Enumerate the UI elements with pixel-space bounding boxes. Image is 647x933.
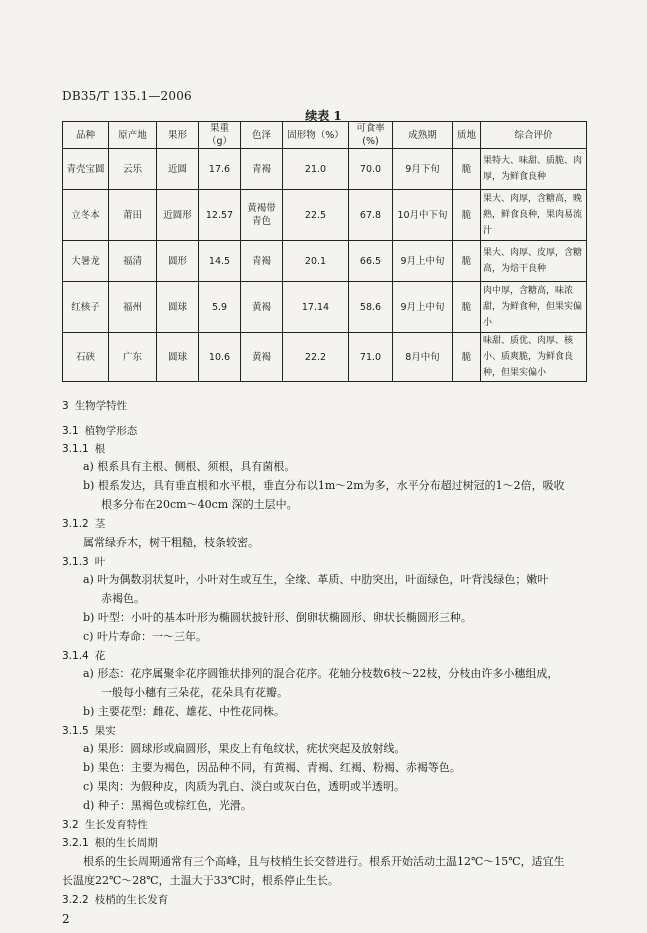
table-cell: 圆球 (157, 282, 199, 333)
table-row (63, 241, 587, 282)
paragraph-line: c) 果肉：为假种皮，肉质为乳白、淡白或灰白色，透明或半透明。 (83, 780, 405, 793)
table-cell: 脆 (453, 241, 481, 282)
table-cell: 云乐 (109, 149, 157, 190)
table-cell: 22.2 (283, 333, 349, 382)
section-heading: 3 生物学特性 (62, 400, 128, 412)
column-header: 果形 (157, 122, 199, 149)
table-cell: 9月下旬 (393, 149, 453, 190)
section-heading: 3.1.2 茎 (62, 518, 106, 530)
table-cell: 肉中厚，含糖高，味浓甜，为鲜食种，但果实偏小 (481, 282, 587, 333)
table-cell: 果大、肉厚、皮厚，含糖高，为焙干良种 (481, 241, 587, 282)
table-header-row (63, 122, 587, 149)
table-cell: 圆球 (157, 333, 199, 382)
table-cell: 红核子 (63, 282, 109, 333)
paragraph-line: d) 种子：黑褐色或棕红色，光滑。 (83, 799, 252, 812)
table-cell: 5.9 (199, 282, 241, 333)
table-cell: 10.6 (199, 333, 241, 382)
table-row (63, 149, 587, 190)
table-cell: 20.1 (283, 241, 349, 282)
table-cell: 8月中旬 (393, 333, 453, 382)
table-cell: 黄褐 (241, 333, 283, 382)
table-cell: 青褐 (241, 241, 283, 282)
section-heading: 3.1 植物学形态 (62, 425, 138, 437)
table-cell: 黄褐 (241, 282, 283, 333)
variety-table (62, 121, 587, 382)
table-cell: 味甜、质优、肉厚、核小、质爽脆，为鲜食良种，但果实偏小 (481, 333, 587, 382)
table-cell: 近圆形 (157, 190, 199, 241)
column-header: 固形物（%） (283, 122, 349, 149)
column-header: 果重（g） (199, 122, 241, 149)
paragraph-line: 属常绿乔木，树干粗糙，枝条较密。 (83, 536, 259, 549)
table-cell: 17.6 (199, 149, 241, 190)
section-heading: 3.1.5 果实 (62, 725, 116, 737)
section-heading: 3.1.3 叶 (62, 556, 106, 568)
section-heading: 3.2 生长发育特性 (62, 819, 148, 831)
table-cell: 66.5 (349, 241, 393, 282)
table-cell: 71.0 (349, 333, 393, 382)
table-cell: 大暑龙 (63, 241, 109, 282)
section-heading: 3.2.1 根的生长周期 (62, 837, 158, 849)
table-cell: 58.6 (349, 282, 393, 333)
table-cell: 22.5 (283, 190, 349, 241)
table-row (63, 282, 587, 333)
table-cell: 福州 (109, 282, 157, 333)
table-row (63, 333, 587, 382)
table-caption: 续表 1 (305, 109, 342, 123)
table-cell: 脆 (453, 190, 481, 241)
table-cell: 脆 (453, 282, 481, 333)
paragraph-line: a) 根系具有主根、侧根、须根，具有菌根。 (83, 460, 296, 473)
table-cell: 莆田 (109, 190, 157, 241)
table-cell: 12.57 (199, 190, 241, 241)
table-cell: 脆 (453, 333, 481, 382)
paragraph-line: b) 叶型：小叶的基本叶形为椭圆状披针形、倒卵状椭圆形、卵状长椭圆形三种。 (83, 611, 472, 624)
paragraph-line: a) 果形：圆球形或扁圆形，果皮上有龟纹状，疣状突起及放射线。 (83, 742, 406, 755)
table-cell: 14.5 (199, 241, 241, 282)
paragraph-line: c) 叶片寿命：一～三年。 (83, 630, 207, 643)
section-heading: 3.1.4 花 (62, 650, 106, 662)
table-cell: 果特大、味甜、质脆、肉厚，为鲜食良种 (481, 149, 587, 190)
table-cell: 果大、肉厚，含糖高，晚熟，鲜食良种，果肉易流汁 (481, 190, 587, 241)
table-cell: 福清 (109, 241, 157, 282)
table-cell: 近圆 (157, 149, 199, 190)
paragraph-line: a) 形态：花序属聚伞花序圆锥状排列的混合花序。花轴分枝数6枝～22枝，分枝由许多小穗组成， (83, 667, 559, 680)
paragraph-line: b) 果色：主要为褐色，因品种不同，有黄褐、青褐、红褐、粉褐、赤褐等色。 (83, 761, 461, 774)
table-cell: 圆形 (157, 241, 199, 282)
table-cell: 21.0 (283, 149, 349, 190)
table-cell: 70.0 (349, 149, 393, 190)
table-cell: 9月上中旬 (393, 282, 453, 333)
paragraph-line: b) 主要花型：雌花、雄花、中性花同株。 (83, 705, 285, 718)
column-header: 原产地 (109, 122, 157, 149)
paragraph-line: 长温度22℃～28℃，土温大于33℃时，根系停止生长。 (62, 874, 339, 887)
column-header: 品种 (63, 122, 109, 149)
column-header: 色泽 (241, 122, 283, 149)
table-cell: 17.14 (283, 282, 349, 333)
table-cell: 青褐 (241, 149, 283, 190)
table-cell: 脆 (453, 149, 481, 190)
paragraph-line: 一般每小穗有三朵花，花朵具有花瓣。 (101, 686, 288, 699)
table-cell: 黄褐带青色 (241, 190, 283, 241)
column-header: 质地 (453, 122, 481, 149)
table-cell: 广东 (109, 333, 157, 382)
section-heading: 3.2.2 枝梢的生长发育 (62, 894, 169, 906)
table-cell: 9月上中旬 (393, 241, 453, 282)
section-heading: 3.1.1 根 (62, 443, 106, 455)
table-row (63, 190, 587, 241)
table-cell: 10月中下旬 (393, 190, 453, 241)
table-cell: 立冬本 (63, 190, 109, 241)
table-cell: 青壳宝圆 (63, 149, 109, 190)
paragraph-line: 赤褐色。 (101, 592, 145, 605)
paragraph-line: b) 根系发达，具有垂直根和水平根，垂直分布以1m～2m为多，水平分布超过树冠的1～2倍，吸收 (83, 479, 565, 492)
paragraph-line: 根多分布在20cm～40cm 深的土层中。 (101, 498, 298, 511)
paragraph-line: a) 叶为偶数羽状复叶，小叶对生或互生，全缘、革质、中肋突出，叶面绿色，叶背浅绿色；嫩叶 (83, 573, 549, 586)
table-cell: 石硖 (63, 333, 109, 382)
column-header: 综合评价 (481, 122, 587, 149)
column-header: 可食率(%) (349, 122, 393, 149)
page-number: 2 (62, 912, 70, 926)
column-header: 成熟期 (393, 122, 453, 149)
table-cell: 67.8 (349, 190, 393, 241)
standard-code: DB35/T 135.1—2006 (62, 89, 192, 103)
paragraph-line: 根系的生长周期通常有三个高峰，且与枝梢生长交替进行。根系开始活动土温12℃～15℃，适宜生 (83, 855, 565, 868)
